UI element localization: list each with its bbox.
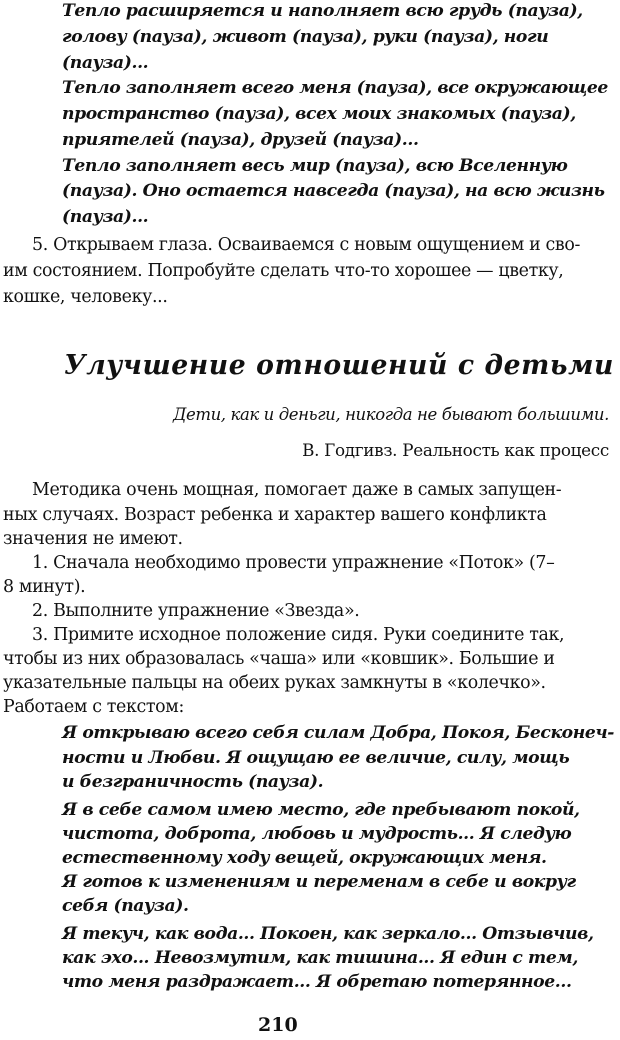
paragraph-line: им состоянием. Попробуйте сделать что-то хорошее — цветку, — [3, 261, 564, 281]
meditation-line: голову (пауза), живот (пауза), руки (пауза), ноги — [62, 27, 549, 47]
paragraph-line: кошке, человеку... — [3, 287, 168, 307]
meditation-line: Тепло заполняет весь мир (пауза), всю Вселенную — [62, 156, 568, 176]
meditation-line: (пауза). Оно остается навсегда (пауза), на всю жизнь — [62, 181, 605, 201]
meditation-line: приятелей (пауза), друзей (пауза)... — [62, 130, 419, 150]
affirmation-line: чистота, доброта, любовь и мудрость... Я следую — [62, 824, 572, 844]
meditation-line: пространство (пауза), всех моих знакомых (пауза), — [62, 104, 576, 124]
affirmation-line: Я открываю всего себя силам Добра, Покоя, Бесконеч- — [62, 723, 615, 743]
paragraph-line: ных случаях. Возраст ребенка и характер вашего конфликта — [3, 505, 547, 525]
epigraph-attribution: В. Годгивз. Реальность как процесс — [302, 440, 609, 460]
section-heading: Улучшение отношений с детьми — [64, 350, 614, 381]
paragraph-line: Методика очень мощная, помогает даже в самых запущен- — [32, 480, 562, 500]
paragraph-line: 1. Сначала необходимо провести упражнение «Поток» (7– — [32, 553, 555, 573]
paragraph-line: 5. Открываем глаза. Осваиваемся с новым ощущением и сво- — [32, 235, 581, 255]
meditation-line: Тепло заполняет всего меня (пауза), все окружающее — [62, 78, 608, 98]
paragraph-line: 3. Примите исходное положение сидя. Руки соедините так, — [32, 625, 565, 645]
paragraph-line: Работаем с текстом: — [3, 697, 184, 717]
paragraph-line: 2. Выполните упражнение «Звезда». — [32, 601, 360, 621]
page-number: 210 — [258, 1014, 298, 1036]
paragraph-line: значения не имеют. — [3, 529, 183, 549]
epigraph: Дети, как и деньги, никогда не бывают большими. — [172, 405, 609, 424]
affirmation-line: как эхо... Невозмутим, как тишина... Я един с тем, — [62, 948, 578, 968]
affirmation-line: Я текуч, как вода... Покоен, как зеркало... Отзывчив, — [62, 924, 594, 944]
affirmation-line: себя (пауза). — [62, 896, 189, 916]
affirmation-line: естественному ходу вещей, окружающих меня. — [62, 848, 547, 868]
affirmation-line: что меня раздражает... Я обретаю потерянное... — [62, 972, 572, 992]
meditation-line: (пауза)... — [62, 207, 149, 227]
affirmation-line: и безграничность (пауза). — [62, 772, 324, 792]
meditation-line: (пауза)... — [62, 53, 149, 73]
paragraph-line: чтобы из них образовалась «чаша» или «ковшик». Большие и — [3, 649, 555, 669]
paragraph-line: 8 минут). — [3, 577, 86, 597]
affirmation-line: ности и Любви. Я ощущаю ее величие, силу, мощь — [62, 748, 570, 768]
meditation-line: Тепло расширяется и наполняет всю грудь (пауза), — [62, 1, 583, 21]
paragraph-line: указательные пальцы на обеих руках замкнуты в «колечко». — [3, 673, 546, 693]
affirmation-line: Я готов к изменениям и переменам в себе и вокруг — [62, 872, 576, 892]
affirmation-line: Я в себе самом имею место, где пребывают покой, — [62, 800, 580, 820]
